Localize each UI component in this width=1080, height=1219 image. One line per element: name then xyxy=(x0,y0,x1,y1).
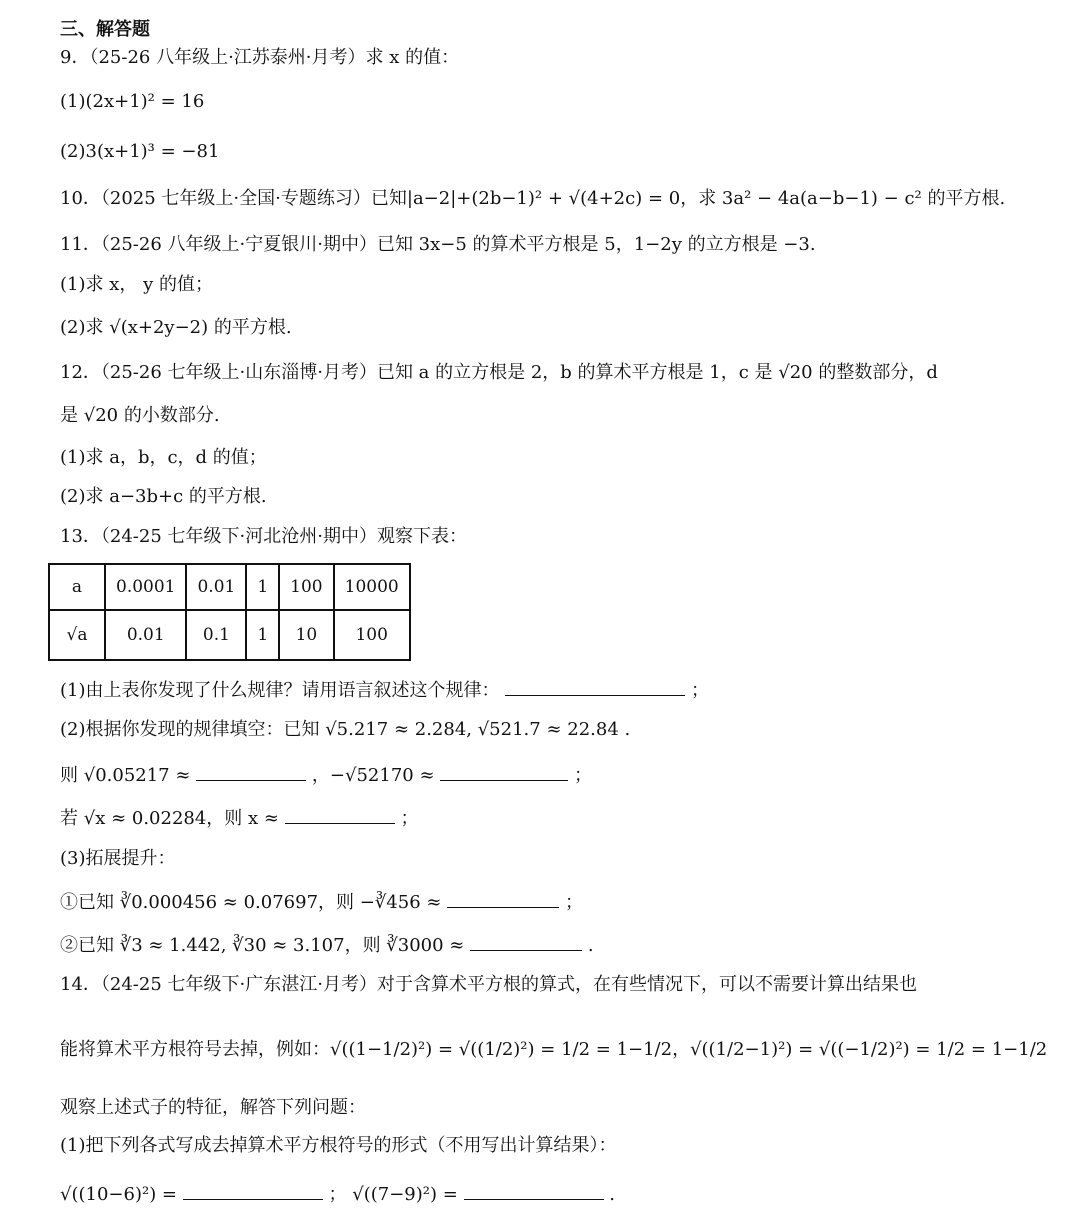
table-cell: 100 xyxy=(279,564,333,610)
answer-blank[interactable] xyxy=(470,932,582,951)
table-row xyxy=(49,564,410,610)
answer-blank[interactable] xyxy=(440,762,568,781)
q13-stem: 13．（24-25 七年级下·河北沧州·期中）观察下表： xyxy=(60,526,467,547)
observation-table xyxy=(48,563,411,661)
q14-part1: (1)把下列各式写成去掉算术平方根符号的形式（不用写出计算结果）： xyxy=(60,1135,617,1156)
table-cell: 100 xyxy=(334,610,410,660)
q13-part2a xyxy=(60,762,592,788)
q13-part2b-text: 若 √x ≈ 0.02284，则 x ≈ xyxy=(60,808,279,829)
punct: ； xyxy=(690,680,709,701)
answer-blank[interactable] xyxy=(285,805,395,824)
table-row xyxy=(49,610,410,660)
punct: ； xyxy=(564,892,583,913)
table-cell: √a xyxy=(49,610,105,660)
table-cell: 0.01 xyxy=(105,610,186,660)
q14-part1b-text: ； √((7−9)²) = xyxy=(328,1184,458,1205)
q13-part2b xyxy=(60,805,418,831)
q12-stem-b: 是 √20 的小数部分. xyxy=(60,405,220,426)
q14-stem-a: 14．（24-25 七年级下·广东湛江·月考）对于含算术平方根的算式，在有些情况下，可以不需要计算出结果也 xyxy=(60,974,917,995)
section-title: 三、解答题 xyxy=(60,19,150,40)
q13-part3b xyxy=(60,932,594,958)
q13-part2a-mid: ，−√52170 ≈ xyxy=(311,765,435,786)
q13-part2: (2)根据你发现的规律填空：已知 √5.217 ≈ 2.284, √521.7 ≈ 22.84 . xyxy=(60,719,631,740)
answer-blank[interactable] xyxy=(447,889,559,908)
q14-part1-items xyxy=(60,1181,615,1207)
q12-stem-a: 12．（25-26 七年级上·山东淄博·月考）已知 a 的立方根是 2，b 的算术平方根是 1，c 是 √20 的整数部分，d xyxy=(60,362,938,383)
punct: ； xyxy=(400,808,419,829)
table-cell: 10 xyxy=(279,610,333,660)
answer-blank[interactable] xyxy=(196,762,306,781)
table-cell: 0.0001 xyxy=(105,564,186,610)
q13-part3: (3)拓展提升： xyxy=(60,848,176,869)
punct: . xyxy=(587,935,594,956)
q13-part3b-text: ②已知 ∛3 ≈ 1.442, ∛30 ≈ 3.107，则 ∛3000 ≈ xyxy=(60,935,465,956)
answer-blank[interactable] xyxy=(183,1181,323,1200)
q11-part1: (1)求 x， y 的值； xyxy=(60,274,213,295)
table-cell: 0.01 xyxy=(186,564,246,610)
q13-part1 xyxy=(60,677,709,703)
q13-part3a xyxy=(60,889,583,915)
table-cell: a xyxy=(49,564,105,610)
q14-observe: 观察上述式子的特征，解答下列问题： xyxy=(60,1097,366,1118)
q9-part2: (2)3(x+1)³ = −81 xyxy=(60,141,220,162)
q14-part1a-text: √((10−6)²) = xyxy=(60,1184,178,1205)
q9-part1: (1)(2x+1)² = 16 xyxy=(60,91,205,112)
q11-stem: 11．（25-26 八年级上·宁夏银川·期中）已知 3x−5 的算术平方根是 5，1−2y 的立方根是 −3. xyxy=(60,234,816,255)
table-cell: 1 xyxy=(246,564,279,610)
answer-blank[interactable] xyxy=(464,1181,604,1200)
q9-stem: 9．（25-26 八年级上·江苏泰州·月考）求 x 的值： xyxy=(60,47,460,68)
q13-part3a-text: ①已知 ∛0.000456 ≈ 0.07697，则 −∛456 ≈ xyxy=(60,892,442,913)
table-cell: 0.1 xyxy=(186,610,246,660)
q13-part1-text: (1)由上表你发现了什么规律？请用语言叙述这个规律： xyxy=(60,680,500,701)
q13-part2a-text: 则 √0.05217 ≈ xyxy=(60,765,191,786)
punct: . xyxy=(609,1184,615,1205)
table-cell: 1 xyxy=(246,610,279,660)
answer-blank[interactable] xyxy=(505,677,685,696)
punct: ； xyxy=(574,765,592,786)
q14-stem-b: 能将算术平方根符号去掉，例如：√((1−1/2)²) = √((1/2)²) = 1/2 = 1−1/2，√((1/2−1)²) = √((−1/2)²) = 1/2 = 1−1/2 xyxy=(60,1039,1048,1060)
q10: 10．（2025 七年级上·全国·专题练习）已知|a−2|+(2b−1)² + √(4+2c) = 0，求 3a² − 4a(a−b−1) − c² 的平方根. xyxy=(60,188,1006,209)
q12-part2: (2)求 a−3b+c 的平方根. xyxy=(60,486,267,507)
table-cell: 10000 xyxy=(334,564,410,610)
q12-part1: (1)求 a，b，c，d 的值； xyxy=(60,447,267,468)
q11-part2: (2)求 √(x+2y−2) 的平方根. xyxy=(60,317,292,338)
